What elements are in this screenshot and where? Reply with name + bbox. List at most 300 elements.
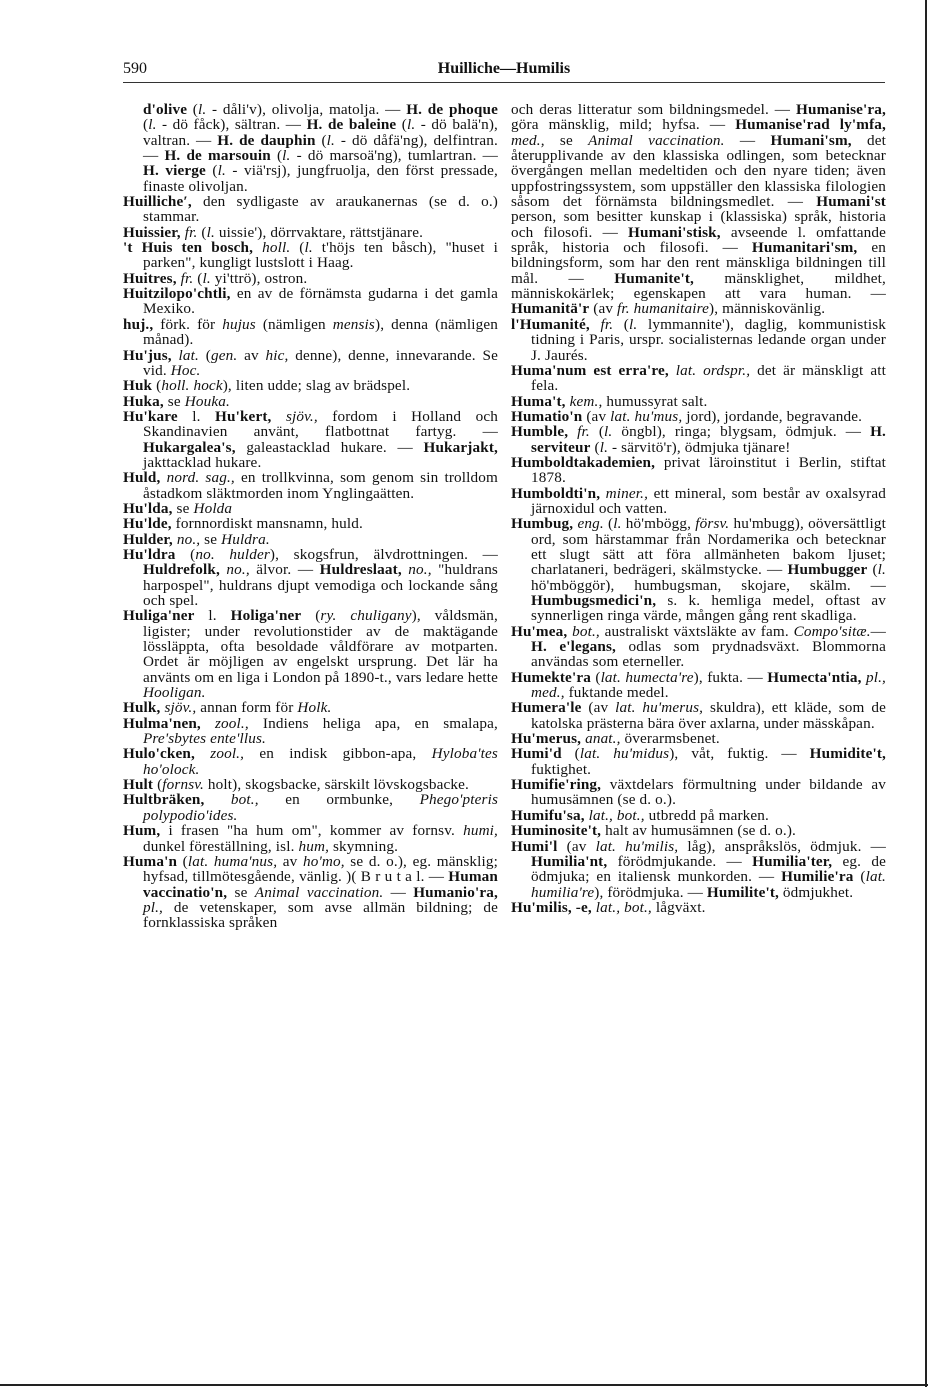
headword: Hult <box>123 776 154 794</box>
entry-text: ( <box>603 515 614 533</box>
headword: Hu'milis, -e, <box>511 898 592 916</box>
headword: 't Huis ten bosch, <box>123 239 254 257</box>
headword: Hukargalea's, <box>143 438 236 456</box>
entry-text: ( <box>561 745 580 763</box>
entry-text: ( <box>590 438 600 456</box>
headword: H. de baleine <box>306 116 397 134</box>
headword: Hu'kert, <box>215 407 272 425</box>
headword: Humekte'ra <box>511 668 591 686</box>
italic-text: pl., <box>143 898 164 916</box>
italic-text: holl. <box>262 239 291 257</box>
dictionary-entry-continuation <box>511 102 886 317</box>
entry-text: (av <box>582 407 611 425</box>
entry-text: l. <box>177 407 216 425</box>
headword: Hu'lde, <box>123 515 172 533</box>
headword: H. de dauphin <box>217 131 316 149</box>
entry-text: - dåli'v), olivolja, matolja. — <box>206 101 407 118</box>
italic-text: lat. hu'merus, <box>615 699 704 717</box>
entry-text: det återupplivande av den klassiska odlingen, som betecknar övergången mellan medeltiden och den nyare tiden; även uppfostringssystem, som uppställer den klassiska filologien såsom det förnämsta bildningsmedlet. — <box>511 131 886 211</box>
italic-text: hujus <box>222 315 256 333</box>
entry-text: ), denna (nämligen månad). <box>143 315 498 349</box>
entry-text: se <box>172 499 194 517</box>
entry-text: ( <box>590 668 601 686</box>
italic-text: bot., <box>572 622 600 640</box>
italic-text: ry. chuligany <box>320 607 412 625</box>
italic-text: eng. <box>577 515 604 533</box>
italic-text: fr. <box>600 315 614 333</box>
headword: Humidite't, <box>809 745 886 763</box>
italic-text: holl. hock <box>161 377 223 395</box>
entry-text: lymmannite'), daglig, kommunistisk tidning i Paris, urspr. socialisternas ledande organ under J. Jaurés. <box>531 315 886 364</box>
italic-text: fr. <box>577 423 590 441</box>
headword: Humilie'ra <box>781 868 854 886</box>
italic-text: l. <box>217 162 226 180</box>
entry-text: ( <box>396 116 407 134</box>
entry-text: en ormbunke, <box>258 791 420 809</box>
entry-text: en av de förnämsta gudarna i det gamla Mexiko. <box>143 285 498 318</box>
headword: Huk <box>123 377 153 395</box>
entry-text: eg. de ödmjuka; en italiensk munkorden. — <box>531 852 886 886</box>
headword: Hulder, <box>123 530 173 548</box>
italic-text: hic, <box>265 346 289 364</box>
entry-text: i frasen "ha hum om", kommer av fornsv. <box>160 822 464 840</box>
entry-text: älvor. — <box>249 561 320 579</box>
dictionary-entry <box>123 194 498 225</box>
dictionary-entry <box>511 808 886 823</box>
entry-text: - dö balä'n), valtran. — <box>143 116 499 149</box>
dictionary-entry <box>123 271 498 286</box>
italic-text: anat., <box>585 730 621 748</box>
italic-text: l. <box>206 223 215 241</box>
headword: Huka, <box>123 392 164 410</box>
dictionary-entry <box>123 225 498 240</box>
headword: Hu'mea, <box>511 622 568 640</box>
italic-text: Phego'pteris polypodio'ides. <box>143 791 499 824</box>
italic-text: bot., <box>230 791 259 809</box>
entry-text: ( <box>867 561 878 579</box>
entry-text: ( <box>193 269 203 287</box>
italic-text: l. <box>599 438 609 456</box>
dictionary-entry <box>511 363 886 394</box>
entry-text: en bildningsform, som har den rent mänskliga bildningen till mål. — <box>511 239 886 287</box>
headword: Humanite't, <box>614 269 694 287</box>
dictionary-entry <box>123 378 498 393</box>
headword: Humi'l <box>511 837 558 855</box>
italic-text: l. <box>629 315 638 333</box>
entry-text: de vetenskaper, som avse allmän bildning; de fornklassiska språken <box>143 898 498 932</box>
entry-text: det är mänskligt att fela. <box>531 361 887 395</box>
headword: Huitzilopo'chtli, <box>123 285 231 303</box>
dictionary-entry <box>123 516 498 531</box>
entry-text: se <box>544 131 589 149</box>
headword: H. de phoque <box>406 101 499 118</box>
entry-text: uissie'), dörrvaktare, rättstjänare. <box>214 223 424 241</box>
entry-text: - särvitö'r), ödmjuka tjänare! <box>608 438 791 456</box>
headword: Humanise'rad ly'mfa, <box>735 116 886 134</box>
italic-text: Holk. <box>297 699 332 717</box>
italic-text: Animal vaccination. <box>588 131 725 149</box>
entry-text: ), våldsmän, ligister; under revolutionstider av de maktägande lössläppta, ofta besoldade våldförare av motparten. Ordet är möjligen av engelskt ursprung. Det lär ha använts om en liga i London på 1890-t., vars ledare hette <box>143 607 498 686</box>
entry-text: skymning. <box>329 837 399 855</box>
dictionary-entry <box>511 731 886 746</box>
headword: Humani'sm, <box>770 131 852 149</box>
entry-text: av <box>237 346 266 364</box>
headword: Huma't, <box>511 392 566 410</box>
dictionary-entry <box>123 409 498 470</box>
headword: Humanise'ra, <box>796 101 886 118</box>
headword: Holiga'ner <box>230 607 302 625</box>
headword: Humilia'nt, <box>531 852 608 870</box>
italic-text: l. <box>304 239 313 257</box>
italic-text: lat. hu'mus, <box>610 407 683 425</box>
entry-text: ( <box>205 162 218 180</box>
dictionary-entry <box>123 286 498 317</box>
dictionary-entry <box>511 486 886 517</box>
entry-text: hu'mbugg), oöversättligt ord, som härstammar från Nordamerika och betecknar ett slugt sätt att föra allmänheten bakom ljuset; charlataneri, bedrägeri, skälmstycke. — <box>531 515 887 579</box>
italic-text: l. <box>282 147 291 165</box>
italic-text: lat., bot., <box>588 806 645 824</box>
headword: Humilia'ter, <box>752 852 833 870</box>
dictionary-entry <box>123 716 498 747</box>
entry-text: öngbl), ringa; blygsam, ödmjuk. — <box>612 423 871 441</box>
dictionary-entry-continuation <box>123 102 498 194</box>
entry-text: förödmjukande. — <box>607 852 753 870</box>
italic-text: hum, <box>298 837 330 855</box>
entry-text: fuktighet. <box>531 760 592 778</box>
headword: Humbug, <box>511 515 574 533</box>
entry-text: ( <box>153 776 163 794</box>
entry-text: ), skogsfrun, älvdrottningen. — <box>269 545 499 563</box>
entry-text: se <box>200 530 222 548</box>
italic-text: l. <box>877 561 886 579</box>
headword: Hu'merus, <box>511 730 582 748</box>
italic-text: Compo'sitæ. <box>793 622 871 640</box>
dictionary-entry <box>123 532 498 547</box>
entry-text: ), fukta. — <box>693 668 768 686</box>
entry-text: - viä'rsj), jungfruolja, den först pressade, finaste olivoljan. <box>143 162 499 195</box>
italic-text: fr. <box>180 269 194 287</box>
italic-text: lat. humilia're <box>531 868 887 901</box>
italic-text: försv. <box>695 515 730 533</box>
italic-text: Animal vaccination. <box>254 883 384 901</box>
entry-text: ( <box>290 239 305 257</box>
headword: l'Humanité, <box>511 315 590 333</box>
headword: Huliga'ner <box>123 607 195 625</box>
italic-text: lat., bot., <box>595 898 652 916</box>
headword: Humilite't, <box>706 883 779 901</box>
entry-text: utbredd på marken. <box>644 806 769 824</box>
entry-text: — <box>383 883 414 901</box>
scan-edge-right <box>925 0 927 1387</box>
entry-text: halt av humusämnen (se d. o.). <box>601 822 796 840</box>
dictionary-entry <box>511 900 886 915</box>
entry-text: en indisk gibbon-apa, <box>244 745 432 763</box>
italic-text: fr. <box>184 223 198 241</box>
headword: Humani'st <box>816 193 886 211</box>
entry-text: fordom i Holland och Skandinavien använt, flatbottnat fartyg. — <box>143 407 498 441</box>
entry-text: ), våt, fuktig. — <box>669 745 810 763</box>
dictionary-entry <box>511 394 886 409</box>
entry-text: holt), skogsbacke, särskilt lövskogsbacke. <box>203 776 469 794</box>
italic-text: zool., <box>215 714 249 732</box>
italic-text: Hyloba'tes ho'olock. <box>143 745 498 778</box>
dictionary-entry <box>511 839 886 900</box>
entry-text: mänsklighet, mildhet, människokärlek; egenskapen att vara human. — <box>511 269 886 303</box>
entry-text: denne), denne, innevarande. Se vid. <box>143 346 498 379</box>
dictionary-entry <box>511 700 886 731</box>
headword: Hulo'cken, <box>123 745 195 763</box>
italic-text: no. hulder <box>195 545 270 563</box>
dictionary-entry <box>511 777 886 808</box>
entry-text: ( <box>187 101 198 118</box>
entry-text <box>669 362 676 379</box>
italic-text: Holda <box>193 499 233 517</box>
entry-text: ( <box>301 607 321 625</box>
entry-text: (av <box>557 837 596 855</box>
headword: Huldrefolk, <box>143 561 220 579</box>
italic-text: no., <box>226 561 250 579</box>
italic-text: lat. huma'nus, <box>187 852 278 870</box>
entry-text: — <box>724 131 771 149</box>
headword: Humanitari'sm, <box>751 239 858 257</box>
dictionary-entry <box>511 409 886 424</box>
headword: Hukarjakt, <box>423 438 498 456</box>
page-number: 590 <box>123 60 147 77</box>
italic-text: l. <box>197 101 207 118</box>
italic-text: ho'mo, <box>303 852 345 870</box>
headword: Hultbräken, <box>123 791 205 809</box>
scan-edge-bottom <box>0 1384 928 1386</box>
entry-text: (av <box>589 300 618 318</box>
entry-text: av <box>277 852 303 870</box>
headword: Humatio'n <box>511 407 583 425</box>
headword: Humboldti'n, <box>511 484 601 502</box>
italic-text: pl., med., <box>531 668 886 702</box>
entry-text: ), liten udde; slag av brädspel. <box>222 377 411 395</box>
entry-text: - dö dåfä'ng), delfintran. — <box>143 131 498 165</box>
headword: Humera'le <box>511 699 582 717</box>
dictionary-entry <box>123 746 498 777</box>
headword: Huissier, <box>123 223 181 241</box>
entry-text: överarmsbenet. <box>620 730 720 748</box>
italic-text: sjöv., <box>164 699 197 717</box>
dictionary-entry <box>123 470 498 501</box>
headword: Humbugger <box>787 561 868 579</box>
entry-text: ( <box>177 852 188 870</box>
italic-text: sjöv., <box>285 407 318 425</box>
italic-text: lat. <box>178 346 199 364</box>
italic-text: Houka. <box>184 392 230 410</box>
entry-text: göra mänsklig, mild; hyfsa. — <box>511 116 736 134</box>
entry-text: ), människovänlig. <box>709 300 826 318</box>
headword: H. de marsouin <box>164 147 271 165</box>
headword: Huminosite't, <box>511 822 602 840</box>
italic-text: l. <box>326 131 335 149</box>
entry-text: växtdelars förmultning under bildande av humusämnen (se d. o.). <box>531 776 886 809</box>
entry-text: dunkel föreställning, isl. <box>143 837 299 855</box>
entry-text: person, som besitter kunskap i (klassiska) språk, historia och filosofi. — <box>511 208 886 241</box>
italic-text: l. <box>202 269 211 287</box>
dictionary-entry <box>123 501 498 516</box>
headword: Humboldtakademien, <box>511 453 656 471</box>
headword: Human vaccinatio'n, <box>143 868 498 901</box>
headword: Hu'kare <box>123 407 178 425</box>
entry-text: den sydligaste av araukanernas (se d. o.) stammar. <box>143 193 498 226</box>
italic-text: nord. sag., <box>166 469 235 487</box>
entry-text: se <box>227 883 255 901</box>
dictionary-entry <box>511 455 886 486</box>
entry-text: ), förödmjuka. — <box>594 883 707 901</box>
entry-text: avseende l. omfattande språk, historia och filosofi. — <box>511 223 886 257</box>
entry-text: Indiens heliga apa, en smalapa, <box>248 714 498 732</box>
italic-text: med., <box>511 131 545 149</box>
entry-text: odlas som prydnadsväxt. Blommorna användas som eterneller. <box>531 638 886 671</box>
entry-text: ( <box>589 423 605 441</box>
headword: Hulma'nen, <box>123 714 201 732</box>
entry-text: hö'mbögg, <box>621 515 696 533</box>
headword: Humifie'ring, <box>511 776 602 794</box>
entry-text: förk. för <box>153 315 223 333</box>
dictionary-entry <box>511 317 886 363</box>
dictionary-entry <box>123 823 498 854</box>
dictionary-entry <box>511 516 886 623</box>
italic-text: lat. ordspr., <box>675 361 751 379</box>
italic-text: fr. humanitaire <box>617 300 710 318</box>
dictionary-entry <box>123 608 498 700</box>
entry-text: galeastacklad hukare. — <box>235 438 424 456</box>
headword: Huldreslaat, <box>319 561 402 579</box>
entry-text: se d. o.), eg. mänsklig; hyfsad, tillmötesgående, vänlig. )( B r u t a l. — <box>143 852 499 886</box>
italic-text: lat. hu'milis, <box>595 837 679 855</box>
entry-text: och deras litteratur som bildningsmedel. — <box>511 101 797 118</box>
headword: Humani'stisk, <box>628 223 721 241</box>
italic-text: zool., <box>210 745 245 763</box>
italic-text: humi, <box>463 822 498 840</box>
entry-text: ( <box>270 147 283 165</box>
dictionary-entry <box>123 317 498 348</box>
entry-text: l. <box>194 607 231 625</box>
italic-text: no., <box>408 561 432 579</box>
headword: Hu'ldra <box>123 545 176 563</box>
headword: Humanio'ra, <box>413 883 498 901</box>
headword: Huitres, <box>123 269 177 287</box>
headword: Huilliche′, <box>123 193 192 211</box>
dictionary-entry <box>511 424 886 455</box>
italic-text: lat. humecta're <box>600 668 694 686</box>
dictionary-entry <box>123 240 498 271</box>
entry-text: australiskt växtsläkte av fam. <box>599 622 794 640</box>
entry-text: ( <box>143 116 149 134</box>
dictionary-entry <box>123 394 498 409</box>
entry-text: t'höjs ten båsch), "huset i parken", kungligt lustslott i Haag. <box>143 239 498 272</box>
entry-text: ödmjukhet. <box>778 883 854 901</box>
italic-text: no., <box>176 530 201 548</box>
entry-text: annan form för <box>196 699 298 717</box>
headword: Huma'n <box>123 852 178 870</box>
headword: Humifu'sa, <box>511 806 585 824</box>
headword: Humi'd <box>511 745 562 763</box>
entry-text: (av <box>581 699 616 717</box>
italic-text: l. <box>148 116 157 134</box>
headword: Humanitä'r <box>511 300 590 318</box>
italic-text: fornsv. <box>162 776 204 794</box>
dictionary-entry <box>511 823 886 838</box>
italic-text: Huldra. <box>221 530 270 548</box>
entry-text: yi'ttrö), ostron. <box>210 269 308 287</box>
entry-text: ( <box>198 346 211 364</box>
entry-text: ( <box>853 868 866 886</box>
headword: H. vierge <box>143 162 206 180</box>
headword: H. serviteur <box>531 423 887 456</box>
entry-text: fornnordiskt mansnamn, huld. <box>171 515 363 533</box>
headword: Huld, <box>123 469 161 487</box>
entry-text: ( <box>175 545 196 563</box>
entry-text: en trollkvinna, som genom sin trolldom åstadkom släktmorden inom Ynglingaätten. <box>143 469 498 502</box>
italic-text: mensis <box>332 315 375 333</box>
entry-text: fuktande medel. <box>564 684 669 702</box>
entry-text: skuldra), ett kläde, som de katolska prästerna bära över axlarna, under mässkåpan. <box>531 699 886 732</box>
entry-text: humussyrat salt. <box>602 392 708 410</box>
italic-text: l. <box>613 515 622 533</box>
left-column <box>123 102 498 931</box>
headword: d'olive <box>143 101 188 118</box>
header-rule <box>123 82 885 83</box>
entry-text: s. k. hemliga medel, oftast av synnerligen ringa värde, mången gång rent skadliga. <box>531 592 886 625</box>
entry-text: hö'mböggör), humbugsman, skojare, skälm. — <box>531 576 886 594</box>
entry-text: jord), jordande, begravande. <box>682 407 863 425</box>
headword: Humble, <box>511 423 569 441</box>
dictionary-entry <box>511 746 886 777</box>
italic-text: kem., <box>569 392 603 410</box>
headword: Huma'num est erra're, <box>511 361 669 379</box>
entry-text: lågväxt. <box>651 898 706 916</box>
dictionary-entry <box>511 624 886 670</box>
italic-text: l. <box>406 116 416 134</box>
italic-text: l. <box>604 423 613 441</box>
entry-text: låg), anspråkslös, ödmjuk. — <box>678 837 886 855</box>
entry-text: ett mineral, som består av oxalsyrad järnoxidul och vatten. <box>531 484 886 517</box>
entry-text: "huldrans harpospel", huldrans djupt vemodiga och lockande sång och spel. <box>143 561 498 609</box>
italic-text: gen. <box>210 346 238 364</box>
headword: Hulk, <box>123 699 161 717</box>
italic-text: Pre'sbytes ente'llus. <box>143 730 266 748</box>
headword: Hu'jus, <box>123 346 172 364</box>
entry-text: ( <box>152 377 162 395</box>
headword: H. e'legans, <box>531 638 617 656</box>
headword: Humbugsmedici'n, <box>531 592 657 609</box>
entry-text: ( <box>197 223 207 241</box>
running-title: Huilliche—Humilis <box>437 60 571 77</box>
italic-text: lat. hu'midus <box>579 745 670 763</box>
entry-text: - dö marsoä'ng), tumlartran. — <box>290 147 498 165</box>
dictionary-entry <box>123 792 498 823</box>
running-header <box>123 58 885 82</box>
italic-text: miner., <box>605 484 649 502</box>
entry-text: privat läroinstitut i Berlin, stiftat 1878. <box>531 453 886 487</box>
headword: huj., <box>123 315 154 333</box>
dictionary-entry <box>123 547 498 608</box>
headword: Humecta'ntia, <box>767 668 862 686</box>
dictionary-entry <box>123 777 498 792</box>
dictionary-entry <box>123 854 498 931</box>
entry-text: ( <box>613 315 630 333</box>
entry-text: (nämligen <box>255 315 333 333</box>
entry-text: ( <box>315 131 327 149</box>
headword: Hum, <box>123 822 161 840</box>
entry-text: se <box>163 392 185 410</box>
italic-text: Hooligan. <box>143 684 206 702</box>
dictionary-entry <box>123 700 498 715</box>
